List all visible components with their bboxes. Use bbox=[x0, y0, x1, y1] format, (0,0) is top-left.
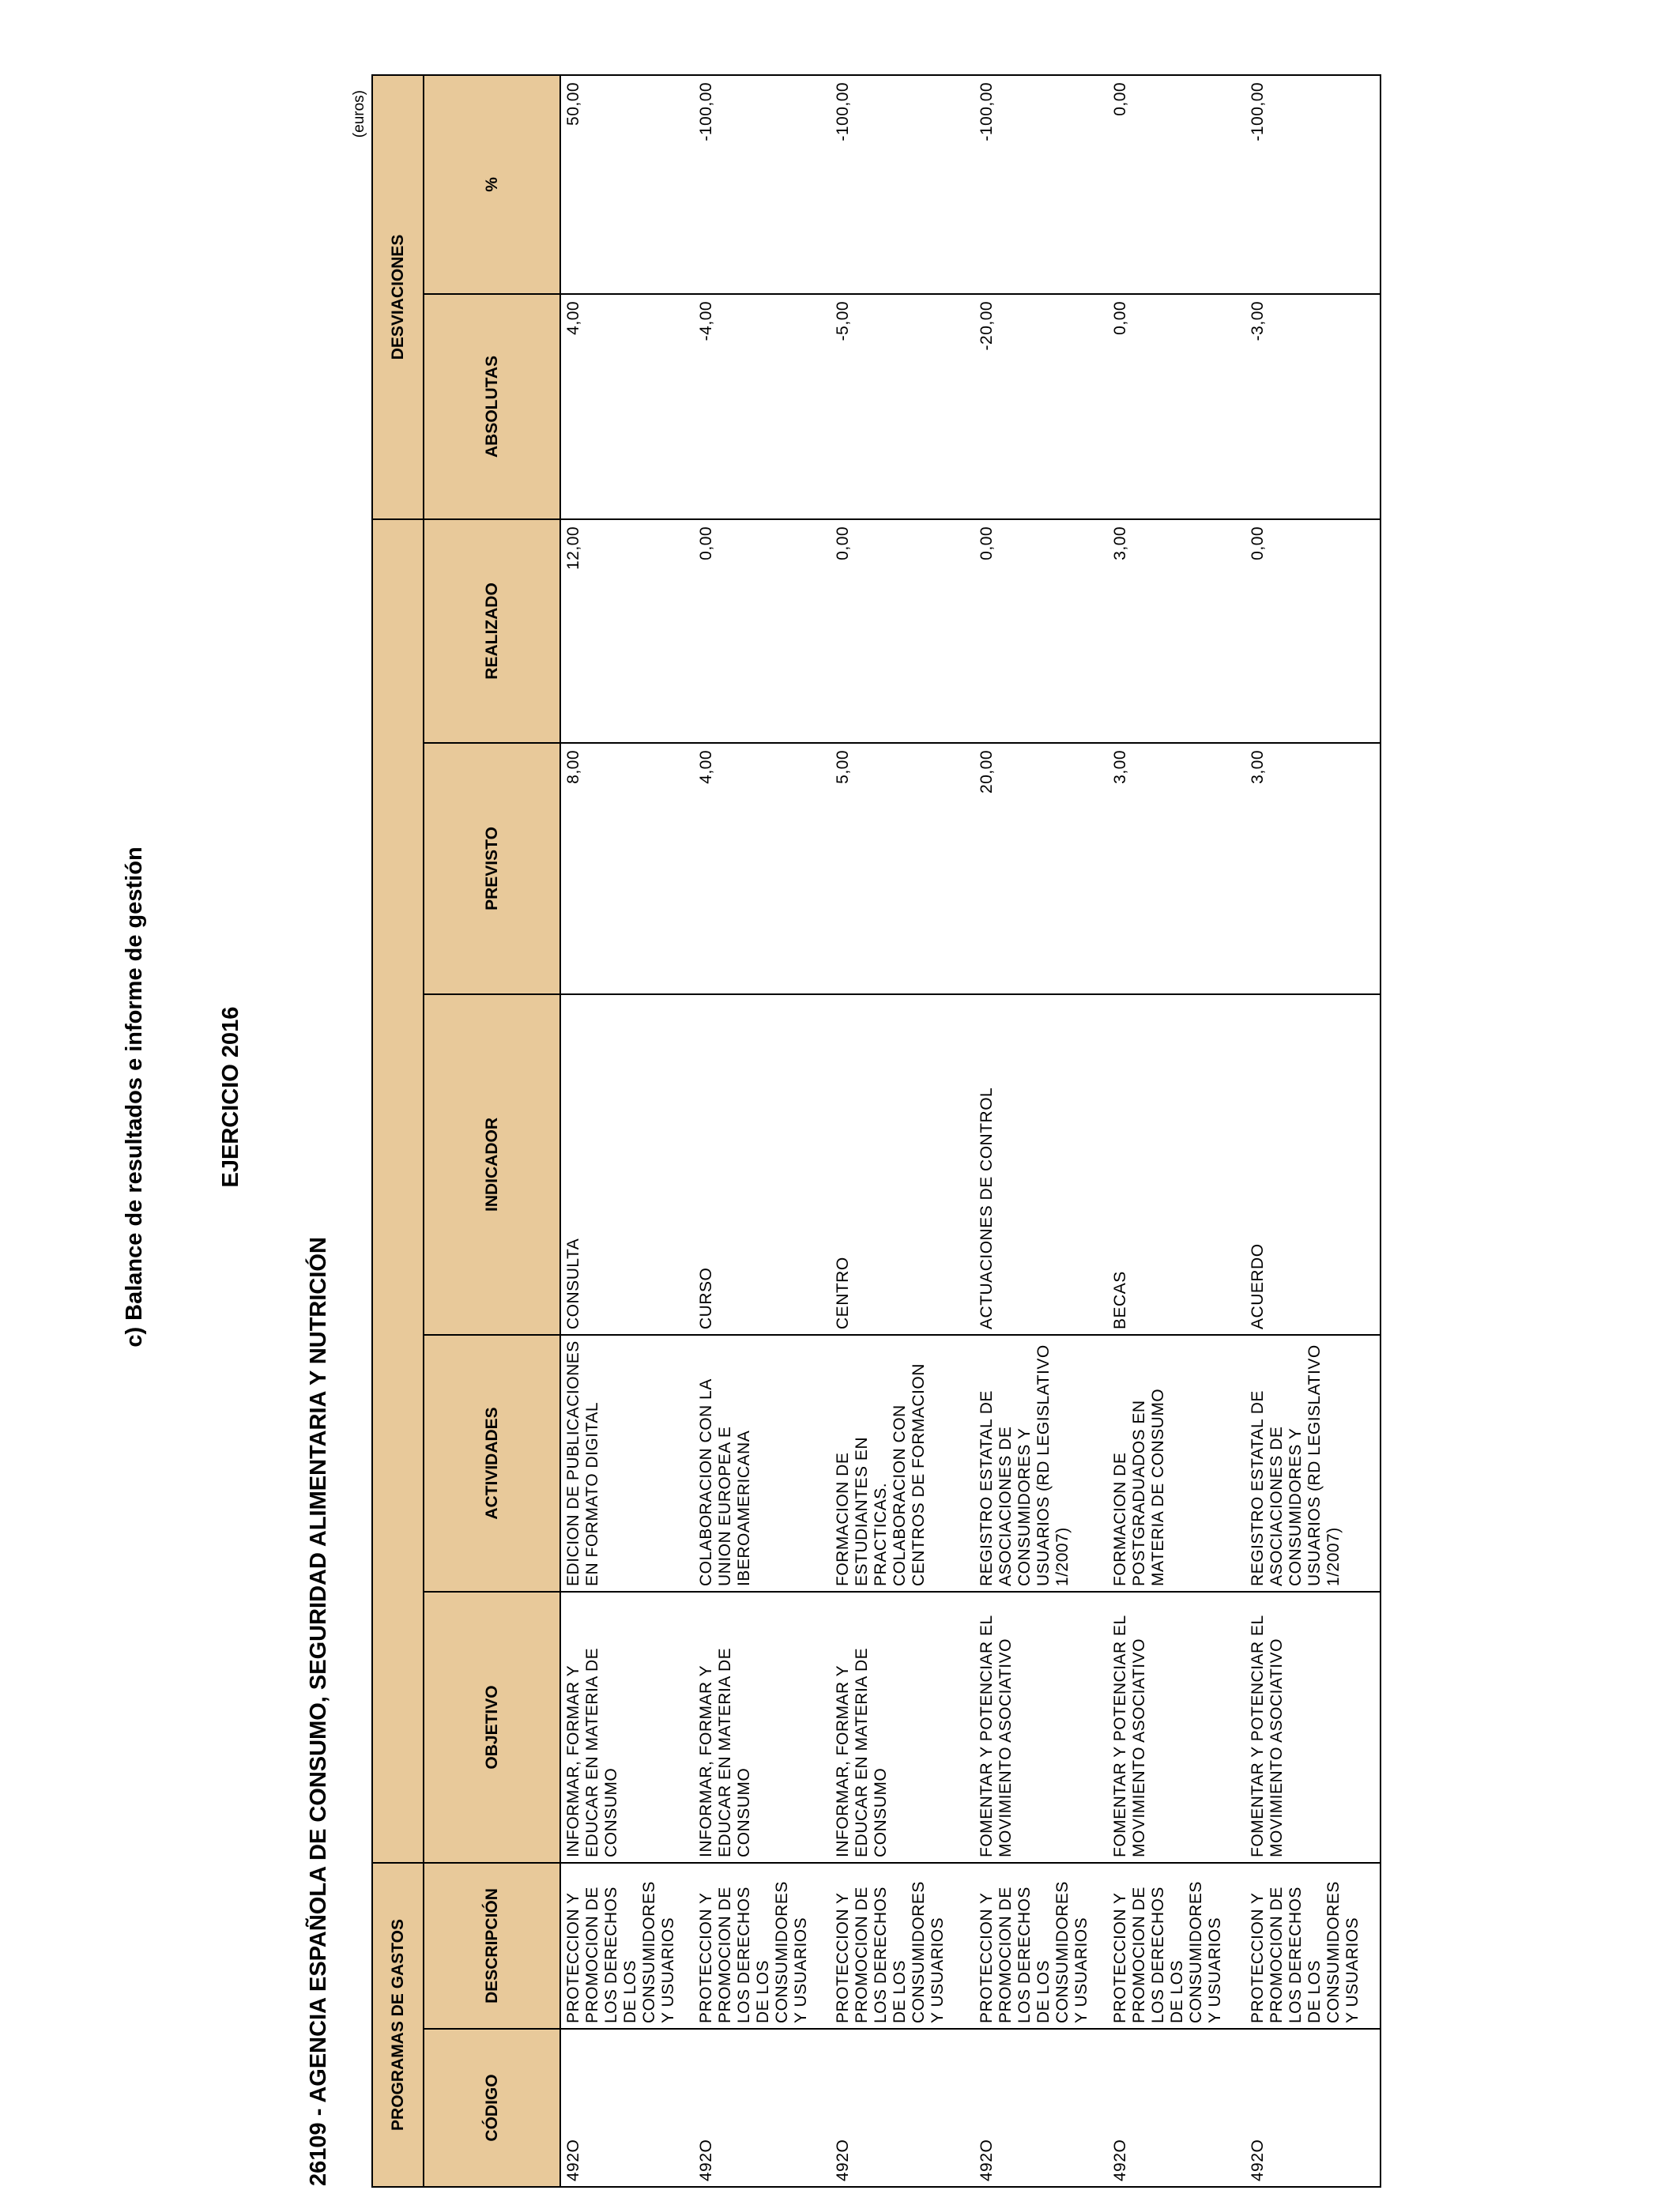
header-descripcion: DESCRIPCIÓN bbox=[424, 1863, 560, 2029]
header-desviaciones-group: DESVIACIONES bbox=[372, 75, 424, 519]
cell-absolutas: -4,00 bbox=[694, 294, 831, 519]
cell-previsto: 20,00 bbox=[974, 743, 1108, 994]
header-previsto: PREVISTO bbox=[424, 743, 560, 994]
cell-realizado: 12,00 bbox=[560, 519, 694, 743]
cell-previsto: 5,00 bbox=[831, 743, 974, 994]
header-porcentaje: % bbox=[424, 75, 560, 294]
cell-previsto: 4,00 bbox=[694, 743, 831, 994]
cell-porcentaje: -100,00 bbox=[694, 75, 831, 294]
section-title: c) Balance de resultados e informe de gestión bbox=[122, 846, 147, 1348]
cell-indicador: ACUERDO bbox=[1245, 994, 1381, 1335]
cell-porcentaje: 0,00 bbox=[1108, 75, 1245, 294]
cell-descripcion: PROTECCION Y PROMOCION DE LOS DERECHOS DE LOS CONSUMIDORES Y USUARIOS bbox=[694, 1863, 831, 2029]
cell-porcentaje: -100,00 bbox=[974, 75, 1108, 294]
header-objetivo: OBJETIVO bbox=[424, 1592, 560, 1863]
cell-objetivo: INFORMAR, FORMAR Y EDUCAR EN MATERIA DE CONSUMO bbox=[831, 1592, 974, 1863]
cell-descripcion: PROTECCION Y PROMOCION DE LOS DERECHOS DE LOS CONSUMIDORES Y USUARIOS bbox=[1108, 1863, 1245, 2029]
cell-codigo: 492O bbox=[974, 2029, 1108, 2187]
cell-indicador: BECAS bbox=[1108, 994, 1245, 1335]
cell-indicador: CENTRO bbox=[831, 994, 974, 1335]
cell-indicador: CONSULTA bbox=[560, 994, 694, 1335]
cell-actividades: FORMACION DE ESTUDIANTES EN PRACTICAS. COLABORACION CON CENTROS DE FORMACION bbox=[831, 1335, 974, 1592]
cell-codigo: 492O bbox=[560, 2029, 694, 2187]
cell-indicador: ACTUACIONES DE CONTROL bbox=[974, 994, 1108, 1335]
header-blank bbox=[372, 519, 424, 1863]
cell-objetivo: FOMENTAR Y POTENCIAR EL MOVIMIENTO ASOCIATIVO bbox=[1108, 1592, 1245, 1863]
cell-actividades: EDICION DE PUBLICACIONES EN FORMATO DIGITAL bbox=[560, 1335, 694, 1592]
cell-objetivo: INFORMAR, FORMAR Y EDUCAR EN MATERIA DE CONSUMO bbox=[694, 1592, 831, 1863]
cell-descripcion: PROTECCION Y PROMOCION DE LOS DERECHOS DE LOS CONSUMIDORES Y USUARIOS bbox=[831, 1863, 974, 2029]
cell-indicador: CURSO bbox=[694, 994, 831, 1335]
cell-objetivo: FOMENTAR Y POTENCIAR EL MOVIMIENTO ASOCIATIVO bbox=[974, 1592, 1108, 1863]
cell-objetivo: INFORMAR, FORMAR Y EDUCAR EN MATERIA DE CONSUMO bbox=[560, 1592, 694, 1863]
cell-actividades: REGISTRO ESTATAL DE ASOCIACIONES DE CONSUMIDORES Y USUARIOS (RD LEGISLATIVO 1/2007) bbox=[974, 1335, 1108, 1592]
cell-codigo: 492O bbox=[1245, 2029, 1381, 2187]
header-realizado: REALIZADO bbox=[424, 519, 560, 743]
cell-actividades: COLABORACION CON LA UNION EUROPEA E IBEROAMERICANA bbox=[694, 1335, 831, 1592]
cell-descripcion: PROTECCION Y PROMOCION DE LOS DERECHOS DE LOS CONSUMIDORES Y USUARIOS bbox=[560, 1863, 694, 2029]
cell-codigo: 492O bbox=[831, 2029, 974, 2187]
cell-absolutas: 4,00 bbox=[560, 294, 694, 519]
cell-realizado: 3,00 bbox=[1108, 519, 1245, 743]
header-absolutas: ABSOLUTAS bbox=[424, 294, 560, 519]
header-codigo: CÓDIGO bbox=[424, 2029, 560, 2187]
header-programas-group: PROGRAMAS DE GASTOS bbox=[372, 1863, 424, 2187]
cell-absolutas: -5,00 bbox=[831, 294, 974, 519]
table-row bbox=[560, 75, 694, 2187]
cell-codigo: 492O bbox=[694, 2029, 831, 2187]
agency-title: 26109 - AGENCIA ESPAÑOLA DE CONSUMO, SEGURIDAD ALIMENTARIA Y NUTRICIÓN bbox=[306, 1237, 331, 2186]
cell-descripcion: PROTECCION Y PROMOCION DE LOS DERECHOS DE LOS CONSUMIDORES Y USUARIOS bbox=[974, 1863, 1108, 2029]
header-indicador: INDICADOR bbox=[424, 994, 560, 1335]
cell-porcentaje: -100,00 bbox=[831, 75, 974, 294]
table-row bbox=[831, 75, 974, 2187]
cell-realizado: 0,00 bbox=[1245, 519, 1381, 743]
cell-porcentaje: -100,00 bbox=[1245, 75, 1381, 294]
cell-actividades: FORMACION DE POSTGRADUADOS EN MATERIA DE CONSUMO bbox=[1108, 1335, 1245, 1592]
cell-realizado: 0,00 bbox=[831, 519, 974, 743]
cell-previsto: 3,00 bbox=[1108, 743, 1245, 994]
cell-objetivo: FOMENTAR Y POTENCIAR EL MOVIMIENTO ASOCIATIVO bbox=[1245, 1592, 1381, 1863]
cell-absolutas: -3,00 bbox=[1245, 294, 1381, 519]
cell-absolutas: 0,00 bbox=[1108, 294, 1245, 519]
cell-porcentaje: 50,00 bbox=[560, 75, 694, 294]
header-actividades: ACTIVIDADES bbox=[424, 1335, 560, 1592]
cell-previsto: 3,00 bbox=[1245, 743, 1381, 994]
cell-absolutas: -20,00 bbox=[974, 294, 1108, 519]
table-row bbox=[1108, 75, 1245, 2187]
cell-actividades: REGISTRO ESTATAL DE ASOCIACIONES DE CONSUMIDORES Y USUARIOS (RD LEGISLATIVO 1/2007) bbox=[1245, 1335, 1381, 1592]
cell-previsto: 8,00 bbox=[560, 743, 694, 994]
results-table bbox=[371, 74, 1381, 2188]
cell-realizado: 0,00 bbox=[974, 519, 1108, 743]
table-row bbox=[1245, 75, 1381, 2187]
table-row bbox=[974, 75, 1108, 2187]
cell-descripcion: PROTECCION Y PROMOCION DE LOS DERECHOS DE LOS CONSUMIDORES Y USUARIOS bbox=[1245, 1863, 1381, 2029]
exercise-year: EJERCICIO 2016 bbox=[218, 1006, 243, 1188]
table-row bbox=[694, 75, 831, 2187]
cell-codigo: 492O bbox=[1108, 2029, 1245, 2187]
currency-unit: (euros) bbox=[351, 90, 367, 138]
cell-realizado: 0,00 bbox=[694, 519, 831, 743]
